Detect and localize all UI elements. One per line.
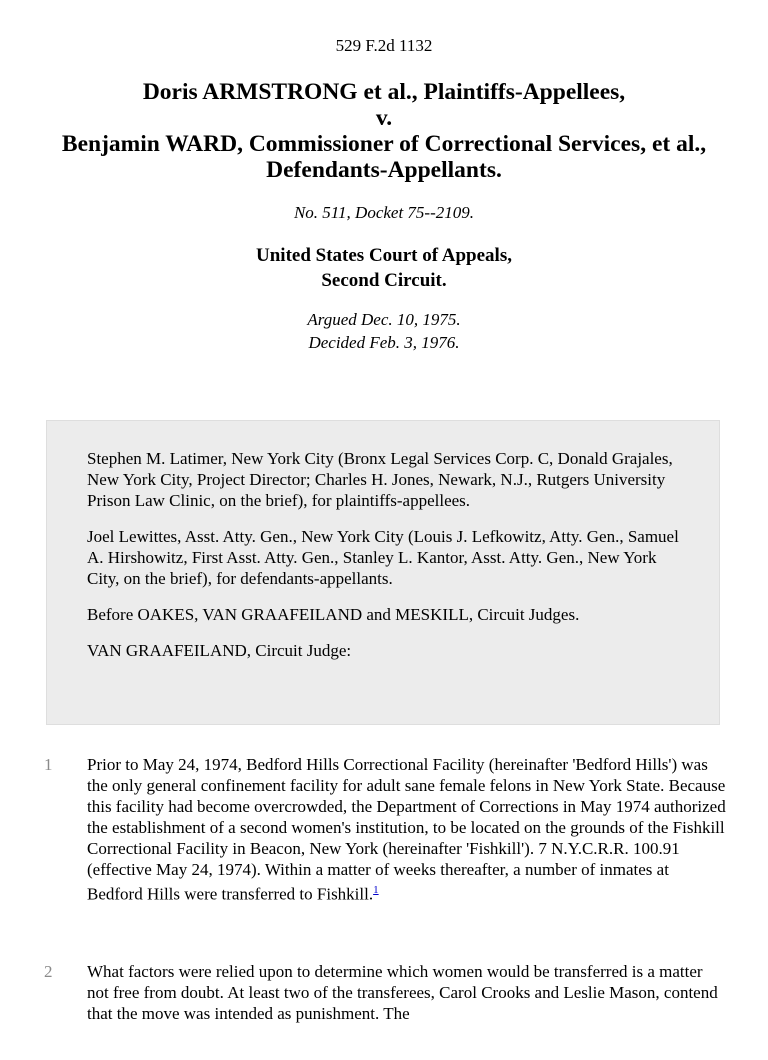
paragraph-number: 1 — [44, 755, 53, 774]
paragraph-text: Prior to May 24, 1974, Bedford Hills Correctional Facility (hereinafter 'Bedford Hills') was the only general confinement facility for adult sane female felons in New York State. Because this facility had become overcrowded, the Department of Corrections in May 1974 authorized the establishment of a second women's institution, to be located on the grounds of the Fishkill Correctional Facility in Beacon, New York (hereinafter 'Fishkill'). 7 N.Y.C.R.R. 100.91 (effective May 24, 1974). Within a matter of weeks thereafter, a number of inmates at Bedford Hills were transferred to Fishkill. — [87, 755, 726, 904]
paragraph-text: What factors were relied upon to determine which women would be transferred is a matter not free from doubt. At least two of the transferees, Carol Crooks and Leslie Mason, contend that the move was intended as punishment. The — [87, 962, 718, 1023]
argued-date: Argued Dec. 10, 1975. — [307, 310, 461, 329]
opinion-paragraph — [0, 961, 768, 1024]
court-name-line1: United States Court of Appeals, — [256, 245, 512, 266]
defendants-line: Benjamin WARD, Commissioner of Correctional Services, et al., Defendants-Appellants. — [61, 131, 707, 183]
counsel-box — [46, 420, 720, 725]
footnote-link[interactable]: 1 — [373, 884, 379, 896]
court-name — [0, 243, 768, 293]
decided-date: Decided Feb. 3, 1976. — [308, 333, 460, 352]
panel-judges: Before OAKES, VAN GRAAFEILAND and MESKILL, Circuit Judges. — [87, 605, 580, 624]
case-parties — [40, 79, 728, 183]
court-name-line2: Second Circuit. — [321, 270, 447, 291]
versus-line: v. — [375, 105, 393, 131]
paragraph-number: 2 — [44, 962, 53, 981]
docket-number: No. 511, Docket 75--2109. — [293, 203, 475, 222]
case-citation: 529 F.2d 1132 — [335, 36, 433, 55]
counsel-appellants: Joel Lewittes, Asst. Atty. Gen., New York City (Louis J. Lefkowitz, Atty. Gen., Samuel A. Hirshowitz, First Asst. Atty. Gen., Stanley L. Kantor, Asst. Atty. Gen., New York City, on the brief), for defendants-appellants. — [87, 527, 679, 588]
case-dates — [0, 308, 768, 354]
opinion-author: VAN GRAAFEILAND, Circuit Judge: — [87, 641, 352, 660]
opinion-paragraph — [0, 754, 768, 905]
counsel-appellees: Stephen M. Latimer, New York City (Bronx Legal Services Corp. C, Donald Grajales, New York City, Project Director; Charles H. Jones, Newark, N.J., Rutgers University Prison Law Clinic, on the brief), for plaintiffs-appellees. — [87, 449, 673, 510]
plaintiffs-line: Doris ARMSTRONG et al., Plaintiffs-Appellees, — [142, 79, 626, 105]
